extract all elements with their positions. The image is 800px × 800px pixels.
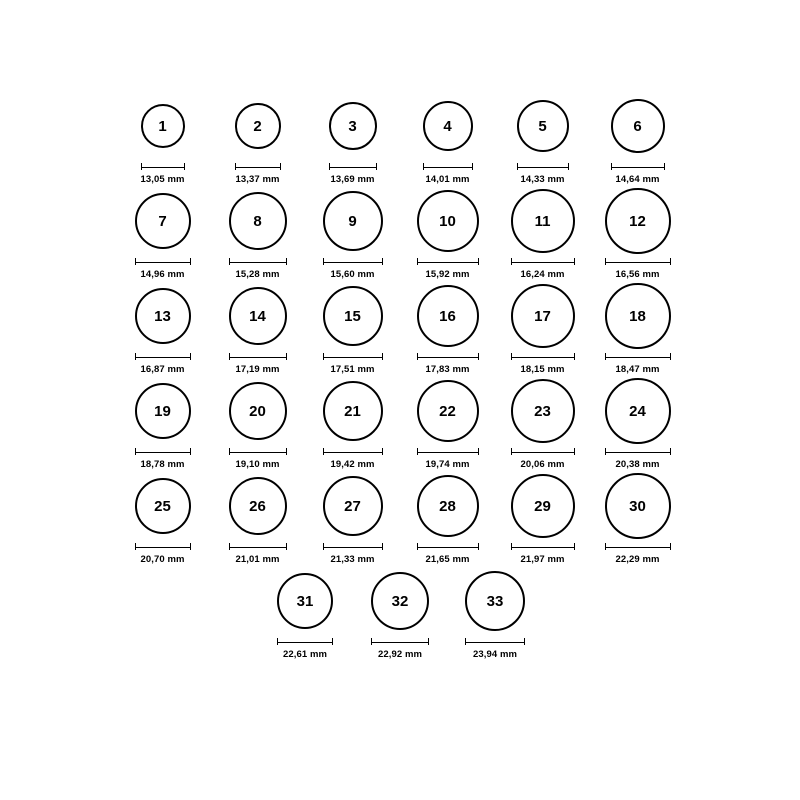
measure-bar [229, 353, 287, 360]
ring-circle [465, 571, 525, 631]
measure-bar [511, 353, 575, 360]
measure-bar [605, 258, 671, 265]
ring-size-number: 23 [534, 402, 551, 420]
ring-circle [611, 99, 665, 153]
ring-circle-wrap [605, 470, 671, 542]
ring-circle-wrap [135, 280, 191, 352]
ring-size-number: 28 [439, 497, 456, 515]
ring-size-number: 29 [534, 497, 551, 515]
ring-circle-wrap [417, 280, 479, 352]
ring-size-cell[interactable] [305, 185, 400, 280]
diameter-label: 20,38 mm [615, 459, 660, 470]
ring-size-number: 4 [443, 117, 452, 135]
diameter-measure-line [323, 542, 383, 551]
ring-size-cell[interactable] [495, 185, 590, 280]
ring-circle-wrap [417, 470, 479, 542]
ring-size-number: 27 [344, 497, 361, 515]
ring-size-cell[interactable] [210, 90, 305, 185]
diameter-label: 22,61 mm [282, 649, 328, 660]
diameter-measure-line [605, 447, 671, 456]
ring-circle [517, 100, 569, 152]
measure-bar [141, 163, 185, 170]
diameter-label: 18,78 mm [140, 459, 185, 470]
ring-circle [605, 188, 671, 254]
diameter-label: 14,01 mm [425, 174, 470, 185]
diameter-label: 14,64 mm [615, 174, 660, 185]
measure-bar [605, 448, 671, 455]
diameter-measure-line [323, 257, 383, 266]
measure-bar [611, 163, 665, 170]
measure-bar [135, 258, 191, 265]
ring-circle [417, 285, 479, 347]
diameter-label: 22,29 mm [615, 554, 660, 565]
ring-size-cell[interactable] [115, 185, 210, 280]
measure-bar [323, 543, 383, 550]
ring-circle-wrap [277, 565, 333, 637]
ring-circle [229, 382, 287, 440]
ring-size-cell[interactable] [448, 565, 543, 660]
measure-bar [423, 163, 473, 170]
ring-circle-wrap [229, 375, 287, 447]
diameter-measure-line [323, 352, 383, 361]
ring-circle-wrap [141, 90, 185, 162]
ring-size-cell[interactable] [210, 375, 305, 470]
measure-bar [511, 258, 575, 265]
ring-circle-wrap [517, 90, 569, 162]
ring-circle [135, 383, 191, 439]
ring-size-cell[interactable] [305, 375, 400, 470]
ring-circle-wrap [465, 565, 525, 637]
ring-circle [323, 381, 383, 441]
ring-size-number: 31 [296, 592, 314, 610]
diameter-measure-line [611, 162, 665, 171]
ring-circle-wrap [323, 375, 383, 447]
diameter-measure-line [417, 447, 479, 456]
ring-circle [135, 288, 191, 344]
ring-circle-wrap [605, 375, 671, 447]
ring-circle [229, 192, 287, 250]
ring-size-number: 30 [629, 497, 646, 515]
diameter-measure-line [511, 447, 575, 456]
ring-circle [235, 103, 281, 149]
diameter-measure-line [323, 447, 383, 456]
ring-circle [229, 477, 287, 535]
diameter-label: 16,87 mm [140, 364, 185, 375]
diameter-label: 17,19 mm [235, 364, 280, 375]
ring-circle [511, 284, 575, 348]
ring-size-cell[interactable] [305, 280, 400, 375]
ring-circle-wrap [323, 280, 383, 352]
diameter-label: 15,28 mm [235, 269, 280, 280]
measure-bar [229, 258, 287, 265]
diameter-measure-line [517, 162, 569, 171]
ring-size-number: 11 [534, 212, 551, 230]
diameter-measure-line [329, 162, 377, 171]
ring-size-row [258, 565, 543, 660]
ring-circle [417, 190, 479, 252]
ring-size-cell[interactable] [353, 565, 448, 660]
ring-size-number: 6 [633, 117, 642, 135]
measure-bar [417, 448, 479, 455]
measure-bar [511, 448, 575, 455]
diameter-measure-line [141, 162, 185, 171]
ring-circle [323, 191, 383, 251]
diameter-label: 20,06 mm [520, 459, 565, 470]
ring-size-cell[interactable] [590, 375, 685, 470]
ring-circle-wrap [511, 185, 575, 257]
ring-size-number: 17 [534, 307, 551, 325]
ring-size-cell[interactable] [210, 280, 305, 375]
diameter-measure-line [229, 257, 287, 266]
diameter-label: 19,10 mm [235, 459, 280, 470]
diameter-measure-line [417, 542, 479, 551]
ring-size-number: 33 [486, 592, 504, 610]
diameter-measure-line [511, 542, 575, 551]
ring-circle [511, 379, 575, 443]
diameter-label: 13,37 mm [235, 174, 280, 185]
measure-bar [277, 638, 333, 645]
diameter-label: 20,70 mm [140, 554, 185, 565]
ring-circle [135, 193, 191, 249]
diameter-label: 18,47 mm [615, 364, 660, 375]
ring-size-row [115, 185, 685, 280]
ring-size-number: 7 [158, 212, 167, 230]
diameter-measure-line [465, 637, 525, 646]
diameter-measure-line [605, 542, 671, 551]
ring-size-number: 22 [439, 402, 456, 420]
diameter-label: 17,51 mm [330, 364, 375, 375]
measure-bar [229, 448, 287, 455]
ring-circle-wrap [135, 185, 191, 257]
ring-size-cell[interactable] [305, 90, 400, 185]
ring-circle-wrap [235, 90, 281, 162]
ring-size-number: 20 [249, 402, 266, 420]
diameter-label: 14,96 mm [140, 269, 185, 280]
measure-bar [605, 353, 671, 360]
ring-circle-wrap [605, 185, 671, 257]
ring-size-number: 24 [629, 402, 646, 420]
diameter-label: 15,60 mm [330, 269, 375, 280]
diameter-measure-line [235, 162, 281, 171]
ring-circle [511, 474, 575, 538]
diameter-measure-line [135, 257, 191, 266]
diameter-label: 21,01 mm [235, 554, 280, 565]
measure-bar [465, 638, 525, 645]
diameter-measure-line [229, 447, 287, 456]
diameter-measure-line [511, 257, 575, 266]
ring-circle-wrap [329, 90, 377, 162]
diameter-measure-line [511, 352, 575, 361]
ring-circle-wrap [511, 375, 575, 447]
ring-size-number: 15 [344, 307, 361, 325]
ring-size-number: 21 [344, 402, 361, 420]
ring-size-number: 10 [439, 212, 456, 230]
diameter-label: 16,56 mm [615, 269, 660, 280]
ring-size-cell[interactable] [590, 280, 685, 375]
ring-circle-wrap [229, 185, 287, 257]
ring-circle [371, 572, 429, 630]
ring-size-cell[interactable] [495, 280, 590, 375]
ring-size-cell[interactable] [590, 185, 685, 280]
diameter-label: 15,92 mm [425, 269, 470, 280]
ring-circle [605, 473, 671, 539]
ring-circle [135, 478, 191, 534]
ring-size-cell[interactable] [400, 185, 495, 280]
measure-bar [229, 543, 287, 550]
ring-circle-wrap [511, 470, 575, 542]
measure-bar [235, 163, 281, 170]
ring-size-cell[interactable] [400, 90, 495, 185]
diameter-measure-line [135, 352, 191, 361]
diameter-measure-line [605, 257, 671, 266]
measure-bar [417, 258, 479, 265]
diameter-measure-line [277, 637, 333, 646]
diameter-measure-line [423, 162, 473, 171]
ring-circle-wrap [323, 185, 383, 257]
diameter-label: 23,94 mm [472, 649, 518, 660]
ring-circle [511, 189, 575, 253]
diameter-label: 16,24 mm [520, 269, 565, 280]
ring-size-cell[interactable] [210, 470, 305, 565]
diameter-label: 14,33 mm [520, 174, 565, 185]
ring-size-cell[interactable] [210, 185, 305, 280]
ring-size-cell[interactable] [400, 375, 495, 470]
measure-bar [517, 163, 569, 170]
ring-circle-wrap [423, 90, 473, 162]
measure-bar [323, 353, 383, 360]
ring-circle [323, 476, 383, 536]
diameter-label: 22,92 mm [377, 649, 423, 660]
ring-size-cell[interactable] [305, 470, 400, 565]
diameter-measure-line [135, 542, 191, 551]
ring-size-number: 9 [348, 212, 357, 230]
ring-circle [141, 104, 185, 148]
ring-size-cell[interactable] [115, 280, 210, 375]
ring-size-number: 26 [249, 497, 266, 515]
ring-size-row [115, 470, 685, 565]
diameter-measure-line [417, 352, 479, 361]
ring-size-number: 19 [154, 402, 171, 420]
diameter-measure-line [605, 352, 671, 361]
ring-size-cell[interactable] [115, 470, 210, 565]
ring-circle-wrap [371, 565, 429, 637]
ring-size-number: 8 [253, 212, 262, 230]
measure-bar [417, 353, 479, 360]
measure-bar [135, 353, 191, 360]
diameter-label: 19,42 mm [330, 459, 375, 470]
ring-circle-wrap [229, 280, 287, 352]
ring-size-number: 12 [629, 212, 646, 230]
ring-circle-wrap [605, 280, 671, 352]
ring-circle-wrap [611, 90, 665, 162]
diameter-label: 21,65 mm [425, 554, 470, 565]
diameter-label: 18,15 mm [520, 364, 565, 375]
diameter-label: 13,05 mm [140, 174, 185, 185]
ring-circle [423, 101, 473, 151]
measure-bar [135, 448, 191, 455]
diameter-label: 17,83 mm [425, 364, 470, 375]
ring-size-cell[interactable] [495, 375, 590, 470]
ring-size-cell[interactable] [258, 565, 353, 660]
ring-size-cell[interactable] [590, 470, 685, 565]
ring-size-number: 5 [538, 117, 547, 135]
measure-bar [329, 163, 377, 170]
ring-size-cell[interactable] [115, 90, 210, 185]
ring-circle-wrap [511, 280, 575, 352]
measure-bar [135, 543, 191, 550]
measure-bar [511, 543, 575, 550]
ring-size-cell[interactable] [400, 280, 495, 375]
ring-circle-wrap [229, 470, 287, 542]
measure-bar [323, 258, 383, 265]
ring-size-row [115, 375, 685, 470]
ring-circle [605, 283, 671, 349]
ring-size-number: 3 [348, 117, 357, 135]
ring-circle-wrap [135, 375, 191, 447]
measure-bar [323, 448, 383, 455]
ring-circle [417, 475, 479, 537]
ring-size-cell[interactable] [495, 90, 590, 185]
ring-size-cell[interactable] [590, 90, 685, 185]
ring-size-number: 1 [158, 117, 167, 135]
measure-bar [371, 638, 429, 645]
ring-size-number: 2 [253, 117, 262, 135]
ring-size-cell[interactable] [400, 470, 495, 565]
ring-circle [605, 378, 671, 444]
diameter-label: 21,97 mm [520, 554, 565, 565]
diameter-measure-line [229, 352, 287, 361]
ring-size-row [115, 280, 685, 375]
ring-size-number: 32 [391, 592, 409, 610]
measure-bar [605, 543, 671, 550]
ring-circle [329, 102, 377, 150]
ring-circle-wrap [135, 470, 191, 542]
diameter-measure-line [417, 257, 479, 266]
ring-size-grid [0, 90, 800, 660]
ring-size-row [115, 90, 685, 185]
ring-size-number: 14 [249, 307, 266, 325]
ring-circle-wrap [417, 185, 479, 257]
ring-circle [323, 286, 383, 346]
diameter-measure-line [229, 542, 287, 551]
ring-circle [417, 380, 479, 442]
diameter-label: 19,74 mm [425, 459, 470, 470]
ring-circle-wrap [417, 375, 479, 447]
measure-bar [417, 543, 479, 550]
ring-size-number: 25 [154, 497, 171, 515]
ring-size-number: 18 [629, 307, 646, 325]
diameter-label: 21,33 mm [330, 554, 375, 565]
ring-circle [229, 287, 287, 345]
ring-size-number: 13 [154, 307, 171, 325]
diameter-measure-line [371, 637, 429, 646]
ring-circle-wrap [323, 470, 383, 542]
ring-circle [277, 573, 333, 629]
ring-size-cell[interactable] [115, 375, 210, 470]
ring-size-number: 16 [439, 307, 456, 325]
ring-size-cell[interactable] [495, 470, 590, 565]
diameter-measure-line [135, 447, 191, 456]
diameter-label: 13,69 mm [330, 174, 375, 185]
